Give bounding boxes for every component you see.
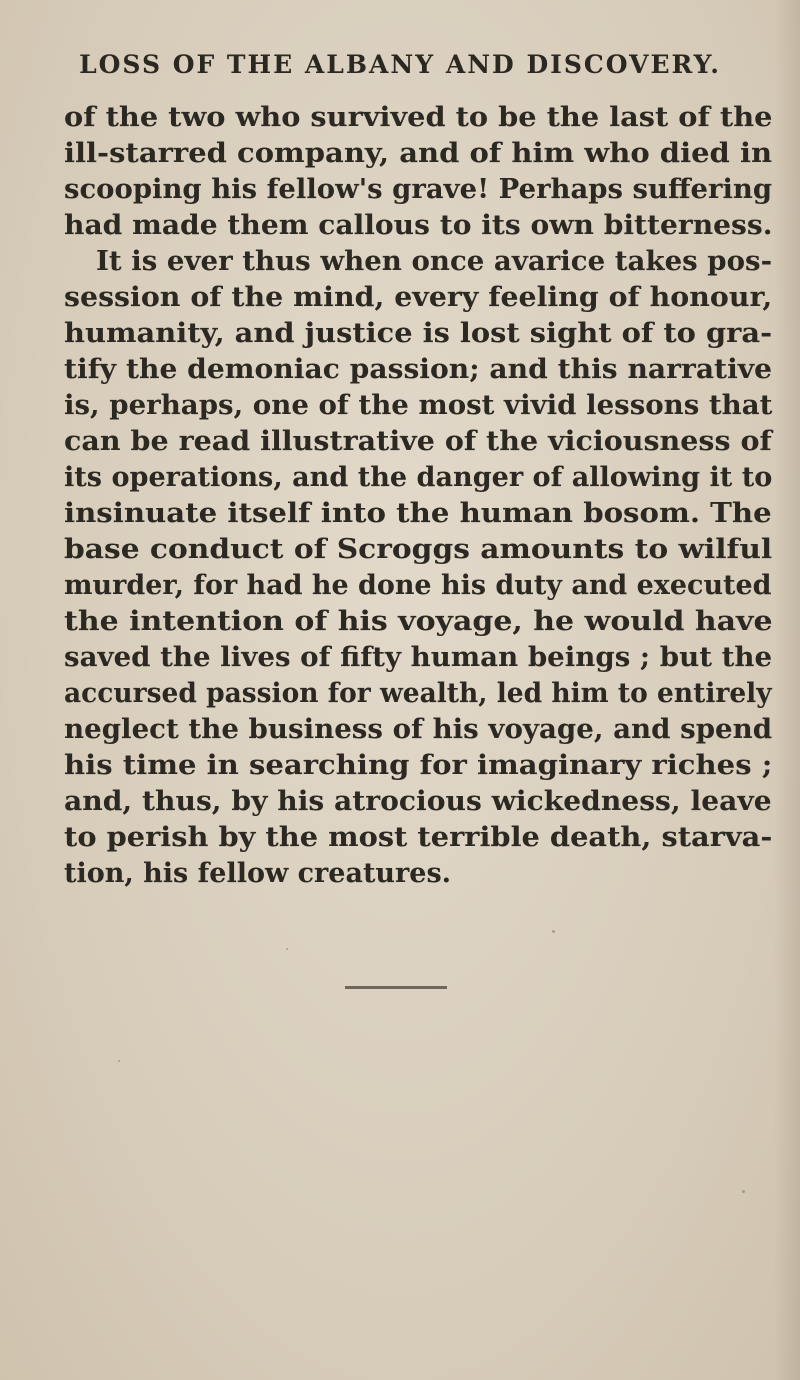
text-line-11: its operations, and the danger of allowing it to bbox=[64, 462, 773, 493]
text-line-14: murder, for had he done his duty and executed bbox=[64, 570, 772, 601]
text-line-9: is, perhaps, one of the most vivid lessons that bbox=[64, 390, 773, 421]
paper-speck bbox=[552, 930, 555, 933]
text-line-2: ill-starred company, and of him who died in bbox=[64, 138, 773, 169]
text-line-18: neglect the business of his voyage, and spend bbox=[64, 714, 773, 745]
text-line-10: can be read illustrative of the viciousness of bbox=[64, 426, 772, 457]
text-line-12: insinuate itself into the human bosom. The bbox=[64, 498, 772, 529]
text-line-1: of the two who survived to be the last of the bbox=[64, 102, 773, 133]
text-line-16: saved the lives of fifty human beings ; but the bbox=[64, 642, 773, 673]
text-line-19: his time in searching for imaginary riches ; bbox=[64, 750, 773, 781]
text-line-4: had made them callous to its own bitterness. bbox=[64, 210, 773, 241]
text-line-8: tify the demoniac passion; and this narrative bbox=[64, 354, 773, 385]
text-line-20: and, thus, by his atrocious wickedness, leave bbox=[64, 786, 772, 817]
text-line-6: session of the mind, every feeling of honour, bbox=[64, 282, 773, 313]
running-head: LOSS OF THE ALBANY AND DISCOVERY. bbox=[79, 50, 721, 79]
text-line-15: the intention of his voyage, he would have bbox=[64, 606, 773, 637]
text-line-21: to perish by the most terrible death, starva- bbox=[64, 822, 773, 853]
text-line-22: tion, his fellow creatures. bbox=[64, 858, 452, 889]
paper-speck bbox=[286, 948, 288, 950]
text-line-5: It is ever thus when once avarice takes pos- bbox=[96, 246, 773, 277]
text-line-7: humanity, and justice is lost sight of to gra- bbox=[64, 318, 773, 349]
text-line-3: scooping his fellow's grave! Perhaps suffering bbox=[64, 174, 773, 205]
paper-speck bbox=[118, 1060, 120, 1062]
text-line-17: accursed passion for wealth, led him to entirely bbox=[64, 678, 772, 709]
paper-speck bbox=[742, 1190, 745, 1193]
section-rule bbox=[345, 986, 447, 989]
text-line-13: base conduct of Scroggs amounts to wilful bbox=[64, 534, 773, 565]
